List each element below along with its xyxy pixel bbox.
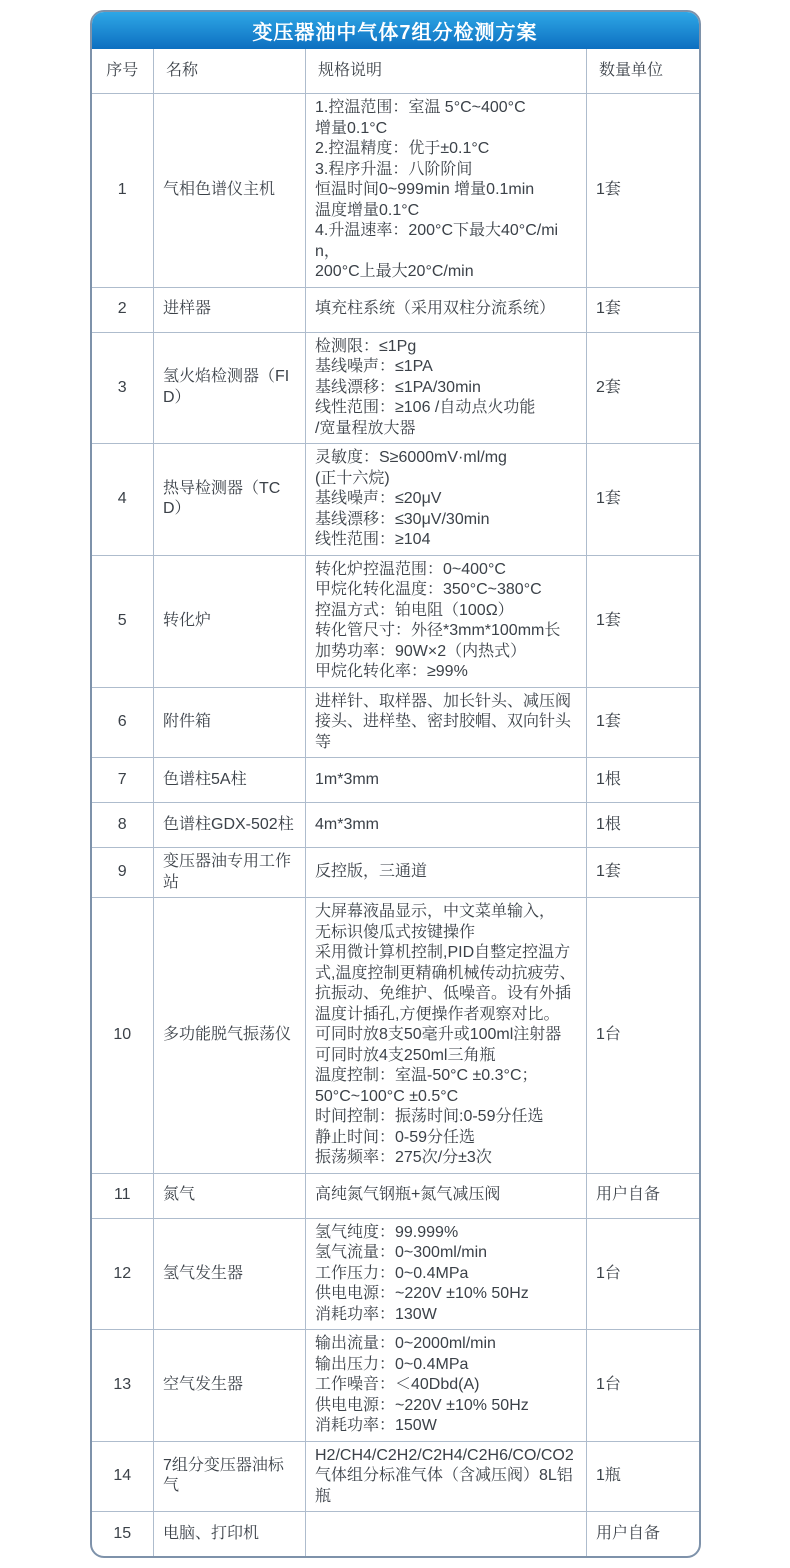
table-row — [92, 1173, 699, 1218]
item-quantity: 1瓶 — [587, 1441, 699, 1512]
item-spec — [306, 94, 587, 288]
item-quantity: 1套 — [587, 687, 699, 758]
spec-line: 输出流量：0~2000ml/min — [315, 1335, 496, 1352]
item-spec — [306, 898, 587, 1174]
row-number: 14 — [92, 1441, 154, 1512]
spec-line: 基线漂移：≤30μV/30min — [315, 510, 490, 528]
item-name: 转化炉 — [154, 555, 306, 687]
item-quantity: 1套 — [587, 848, 699, 898]
item-spec — [306, 555, 587, 687]
item-name: 7组分变压器油标气 — [154, 1441, 306, 1512]
page-title: 变压器油中气体7组分检测方案 — [92, 12, 699, 49]
table-row — [92, 1441, 699, 1512]
item-name: 氢气发生器 — [154, 1218, 306, 1330]
item-quantity: 用户自备 — [587, 1173, 699, 1218]
item-name: 氢火焰检测器（FID） — [154, 332, 306, 444]
row-number: 10 — [92, 898, 154, 1174]
spec-line: 供电电源：~220V ±10% 50Hz — [315, 1396, 529, 1414]
spec-line: 消耗功率：130W — [315, 1305, 437, 1323]
item-spec — [306, 1512, 587, 1557]
item-quantity: 1套 — [587, 444, 699, 556]
spec-line: 转化炉控温范围：0~400°C — [315, 560, 506, 578]
table-row — [92, 687, 699, 758]
spec-line: 温度控制：室温-50°C ±0.3°C； — [315, 1067, 538, 1084]
spec-line: 温度增量0.1°C — [315, 201, 420, 219]
item-name: 热导检测器（TCD） — [154, 444, 306, 556]
item-spec — [306, 332, 587, 444]
item-quantity: 1根 — [587, 803, 699, 848]
item-spec — [306, 848, 587, 898]
spec-line: 4m*3mm — [315, 815, 380, 833]
spec-line: 2.控温精度：优于±0.1°C — [315, 140, 490, 157]
spec-line: 采用微计算机控制,PID自整定控温方 — [315, 944, 571, 961]
spec-line: 输出压力：0~0.4MPa — [315, 1355, 469, 1373]
item-name: 色谱柱5A柱 — [154, 758, 306, 803]
spec-line: 氢气流量：0~300ml/min — [315, 1244, 488, 1261]
spec-line: 抗振动、免维护、低噪音。设有外插 — [315, 985, 572, 1002]
table-row — [92, 94, 699, 288]
spec-line: 控温方式：铂电阻（100Ω） — [315, 601, 514, 619]
item-quantity: 2套 — [587, 332, 699, 444]
row-number: 12 — [92, 1218, 154, 1330]
spec-table-body — [92, 94, 699, 1557]
spec-line: 消耗功率：150W — [315, 1417, 437, 1434]
item-spec — [306, 803, 587, 848]
item-quantity: 1套 — [587, 287, 699, 332]
table-row — [92, 287, 699, 332]
row-number: 5 — [92, 555, 154, 687]
row-number: 6 — [92, 687, 154, 758]
item-name: 变压器油专用工作站 — [154, 848, 306, 898]
row-number: 7 — [92, 758, 154, 803]
spec-line: 进样针、取样器、加长针头、减压阀接头、进样垫、密封胶帽、双向针头等 — [315, 692, 572, 751]
spec-line: 气体组分标准气体（含减压阀）8L铝瓶 — [315, 1467, 573, 1505]
spec-line: 振荡频率：275次/分±3次 — [315, 1149, 492, 1166]
spec-line: 50°C~100°C ±0.5°C — [315, 1087, 459, 1105]
spec-line: 线性范围：≥106 /自动点火功能 — [315, 399, 536, 416]
spec-line: 可同时放4支250ml三角瓶 — [315, 1046, 496, 1064]
spec-line: 基线噪声：≤1PA — [315, 358, 433, 375]
item-name: 电脑、打印机 — [154, 1512, 306, 1557]
spec-sheet-card — [90, 10, 701, 1558]
table-row — [92, 803, 699, 848]
table-row — [92, 555, 699, 687]
item-name: 色谱柱GDX-502柱 — [154, 803, 306, 848]
table-row — [92, 1218, 699, 1330]
row-number: 11 — [92, 1173, 154, 1218]
column-header-name: 名称 — [154, 49, 306, 94]
spec-line: 填充柱系统（采用双柱分流系统） — [315, 300, 556, 318]
spec-line: H2/CH4/C2H2/C2H4/C2H6/CO/CO2 — [315, 1446, 574, 1464]
spec-line: 时间控制：振荡时间:0-59分任选 — [315, 1108, 544, 1125]
item-name: 气相色谱仪主机 — [154, 94, 306, 288]
spec-line: 增量0.1°C — [315, 119, 388, 137]
spec-line: 200°C上最大20°C/min — [315, 263, 474, 280]
spec-line: 可同时放8支50毫升或100ml注射器 — [315, 1026, 562, 1043]
table-header-row — [92, 49, 699, 94]
table-row — [92, 1512, 699, 1557]
table-row — [92, 332, 699, 444]
spec-line: 检测限：≤1Pg — [315, 337, 417, 355]
item-spec — [306, 444, 587, 556]
spec-line: 线性范围：≥104 — [315, 531, 431, 548]
spec-line: 3.程序升温：八阶阶间 — [315, 160, 473, 178]
spec-line: /宽量程放大器 — [315, 419, 416, 437]
spec-line: 恒温时间0~999min 增量0.1min — [315, 181, 535, 198]
spec-line: 甲烷化转化温度：350°C~380°C — [315, 581, 542, 598]
item-spec — [306, 1330, 587, 1442]
spec-line: 工作噪音：＜40Dbd(A) — [315, 1376, 480, 1393]
spec-line: 4.升温速率：200°C下最大40°C/min， — [315, 222, 559, 260]
item-name: 氮气 — [154, 1173, 306, 1218]
row-number: 1 — [92, 94, 154, 288]
item-quantity: 1台 — [587, 898, 699, 1174]
item-name: 多功能脱气振荡仪 — [154, 898, 306, 1174]
column-header-qty: 数量单位 — [587, 49, 699, 94]
item-spec — [306, 687, 587, 758]
item-name: 进样器 — [154, 287, 306, 332]
item-spec — [306, 1441, 587, 1512]
column-header-spec: 规格说明 — [306, 49, 587, 94]
row-number: 9 — [92, 848, 154, 898]
spec-line: 基线漂移：≤1PA/30min — [315, 378, 481, 396]
row-number: 4 — [92, 444, 154, 556]
spec-line: 加势功率：90W×2（内热式） — [315, 642, 527, 660]
item-spec — [306, 758, 587, 803]
spec-line: 甲烷化转化率：≥99% — [315, 663, 468, 680]
table-row — [92, 444, 699, 556]
table-row — [92, 898, 699, 1174]
spec-line: 式,温度控制更精确机械传动抗疲劳、 — [315, 964, 576, 982]
spec-line: 工作压力：0~0.4MPa — [315, 1264, 469, 1282]
table-row — [92, 848, 699, 898]
spec-line: 供电电源：~220V ±10% 50Hz — [315, 1285, 529, 1302]
table-row — [92, 1330, 699, 1442]
spec-line: 转化管尺寸：外径*3mm*100mm长 — [315, 622, 561, 639]
item-name: 附件箱 — [154, 687, 306, 758]
spec-line: 高纯氮气钢瓶+氮气减压阀 — [315, 1186, 501, 1204]
spec-line: 1m*3mm — [315, 770, 380, 788]
row-number: 8 — [92, 803, 154, 848]
spec-line: 大屏幕液晶显示，中文菜单输入， — [315, 903, 556, 920]
item-spec — [306, 287, 587, 332]
spec-line: 无标识傻瓜式按键操作 — [315, 923, 476, 941]
item-quantity: 1根 — [587, 758, 699, 803]
spec-line: 1.控温范围：室温 5°C~400°C — [315, 99, 526, 116]
item-spec — [306, 1218, 587, 1330]
item-quantity: 1台 — [587, 1330, 699, 1442]
row-number: 2 — [92, 287, 154, 332]
item-quantity: 1套 — [587, 94, 699, 288]
spec-line: 基线噪声：≤20μV — [315, 490, 442, 507]
column-header-no: 序号 — [92, 49, 154, 94]
spec-table — [92, 49, 699, 1556]
row-number: 13 — [92, 1330, 154, 1442]
item-spec — [306, 1173, 587, 1218]
item-quantity: 1台 — [587, 1218, 699, 1330]
item-quantity: 1套 — [587, 555, 699, 687]
table-row — [92, 758, 699, 803]
item-name: 空气发生器 — [154, 1330, 306, 1442]
spec-line: 氢气纯度：99.999% — [315, 1223, 459, 1241]
spec-line: 静止时间：0-59分任选 — [315, 1128, 476, 1146]
row-number: 15 — [92, 1512, 154, 1557]
row-number: 3 — [92, 332, 154, 444]
spec-line: 灵敏度：S≥6000mV·ml/mg — [315, 449, 507, 466]
item-quantity: 用户自备 — [587, 1512, 699, 1557]
spec-line: 反控版，三通道 — [315, 863, 428, 881]
spec-line: (正十六烷) — [315, 469, 390, 487]
spec-line: 温度计插孔,方便操作者观察对比。 — [315, 1005, 560, 1023]
